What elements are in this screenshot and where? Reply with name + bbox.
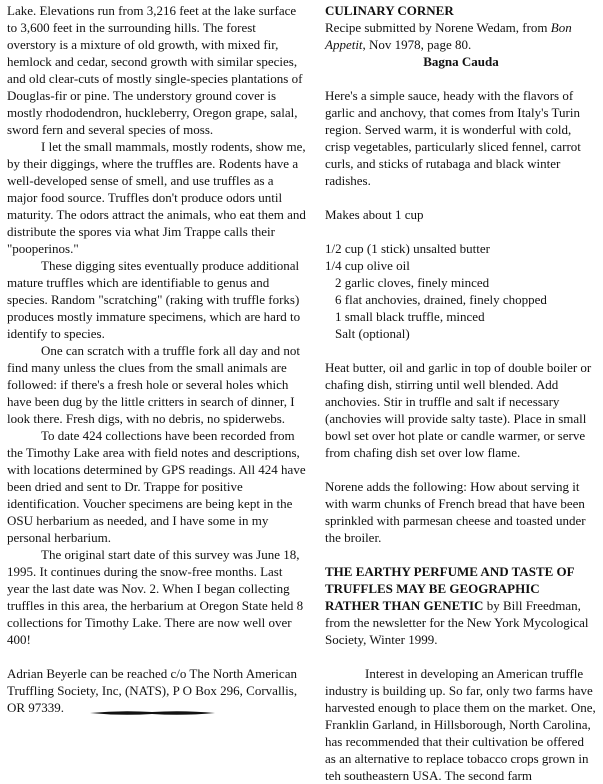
ingredient-item: 1/2 cup (1 stick) unsalted butter [325,241,490,256]
left-column [7,2,307,716]
ingredient-item: 6 flat anchovies, drained, finely chopped [335,292,547,307]
ingredient-item: 1 small black truffle, minced [335,309,485,324]
ornamental-rule-icon [90,710,215,716]
paragraph-rodents: I let the small mammals, mostly rodents, show me, by their diggings, where the truffles are. Rodents have a well-developed sense of smell, and use truffles as a major food source. Truffles don't produce odors until maturity. The odors attract the animals, who eat them and distribute the spores via what Jim Trappe calls their "pooperinos." [7,139,306,256]
recipe-credit [325,19,597,53]
author-contact: Adrian Beyerle can be reached c/o The North American Truffling Society, Inc, (NATS), P O Box 296, Corvallis, OR 97339. [7,666,298,715]
article-headline: THE EARTHY PERFUME AND TASTE OF TRUFFLES MAY BE GEOGRAPHIC RATHER THAN GENETIC [325,564,575,613]
paragraph-digging-sites: These digging sites eventually produce additional mature truffles which are identifiable to genus and species. Random "scratching" (raking with truffle forks) produces mostly immature specimens, which are hard to identify to species. [7,258,301,341]
recipe-intro: Here's a simple sauce, heady with the flavors of garlic and anchovy, that comes from Italy's Turin region. Served warm, it is wonderful with cold, crisp vegetables, particularly sliced fennel, carrot curls, and sticks of rutabaga and black winter radishes. [325,88,581,188]
credit-source: Bon Appetit [325,20,572,52]
ingredient-list [325,240,597,342]
ingredient-item: 2 garlic cloves, finely minced [335,275,490,290]
paragraph-collections: To date 424 collections have been recorded from the Timothy Lake area with field notes and descriptions, with locations determined by GPS readings. All 424 have been dried and sent to Dr. Trappe for positive identification. Voucher specimens are being kept in the OSU herbarium as needed, and I have some in my personal herbarium. [7,428,306,545]
paragraph-survey-dates: The original start date of this survey was June 18, 1995. It continues during the snow-free months. Last year the last date was Nov. 2. When I began collecting truffles in this area, the herbarium at Oregon State held 8 collections for Timothy Lake. There are now well over 400! [7,547,304,647]
recipe-note: Norene adds the following: How about serving it with warm chunks of French bread that have been sprinkled with parmesan cheese and toasted under the broiler. [325,479,586,545]
paragraph-habitat: Lake. Elevations run from 3,216 feet at the lake surface to 3,600 feet in the surrounding hills. The forest overstory is a mixture of old growth, with mixed fir, hemlock and cedar, second growth with similar species, and old clear-cuts of mostly single-species plantations of Douglas-fir or pine. The understory ground cover is mostly rhododendron, huckleberry, Oregon grape, salal, sword fern and several species of moss. [7,3,303,137]
section-title: CULINARY CORNER [325,3,454,18]
ingredient-item: 1/4 cup olive oil [325,258,410,273]
article-byline: by Bill Freedman, from the newsletter for the New York Mycological Society, Winter 1999. [325,598,589,647]
ingredient-item: Salt (optional) [335,326,410,341]
recipe-title: Bagna Cauda [423,54,499,69]
recipe-method: Heat butter, oil and garlic in top of double boiler or chafing dish, stirring until well blended. Add anchovies. Stir in truffle and salt if necessary (anchovies will provide salty taste). Place in small bowl set over hot plate or candle warmer, or serve from chafing dish set over low flame. [325,360,592,460]
article-header [325,563,597,648]
credit-suffix: , Nov 1978, page 80. [362,37,472,52]
paragraph-truffle-fork: One can scratch with a truffle fork all day and not find many unless the clues from the small animals are followed: if there's a fresh hole or several holes which have been dug by the little critters in search of dinner, I look there. Fresh digs, with no debris, no spiderwebs. [7,343,300,426]
recipe-yield: Makes about 1 cup [325,207,424,222]
credit-prefix: Recipe submitted by Norene Wedam, from [325,20,551,35]
right-column [325,2,597,784]
article-paragraph: Interest in developing an American truffle industry is building up. So far, only two farms have harvested enough to place them on the market. One, Franklin Garland, in Hillsborough, North Carolina, has recommended that their cultivation be offered as an alternative to replace tobacco crops grown in teh southeastern USA. The second farm [325,666,596,783]
